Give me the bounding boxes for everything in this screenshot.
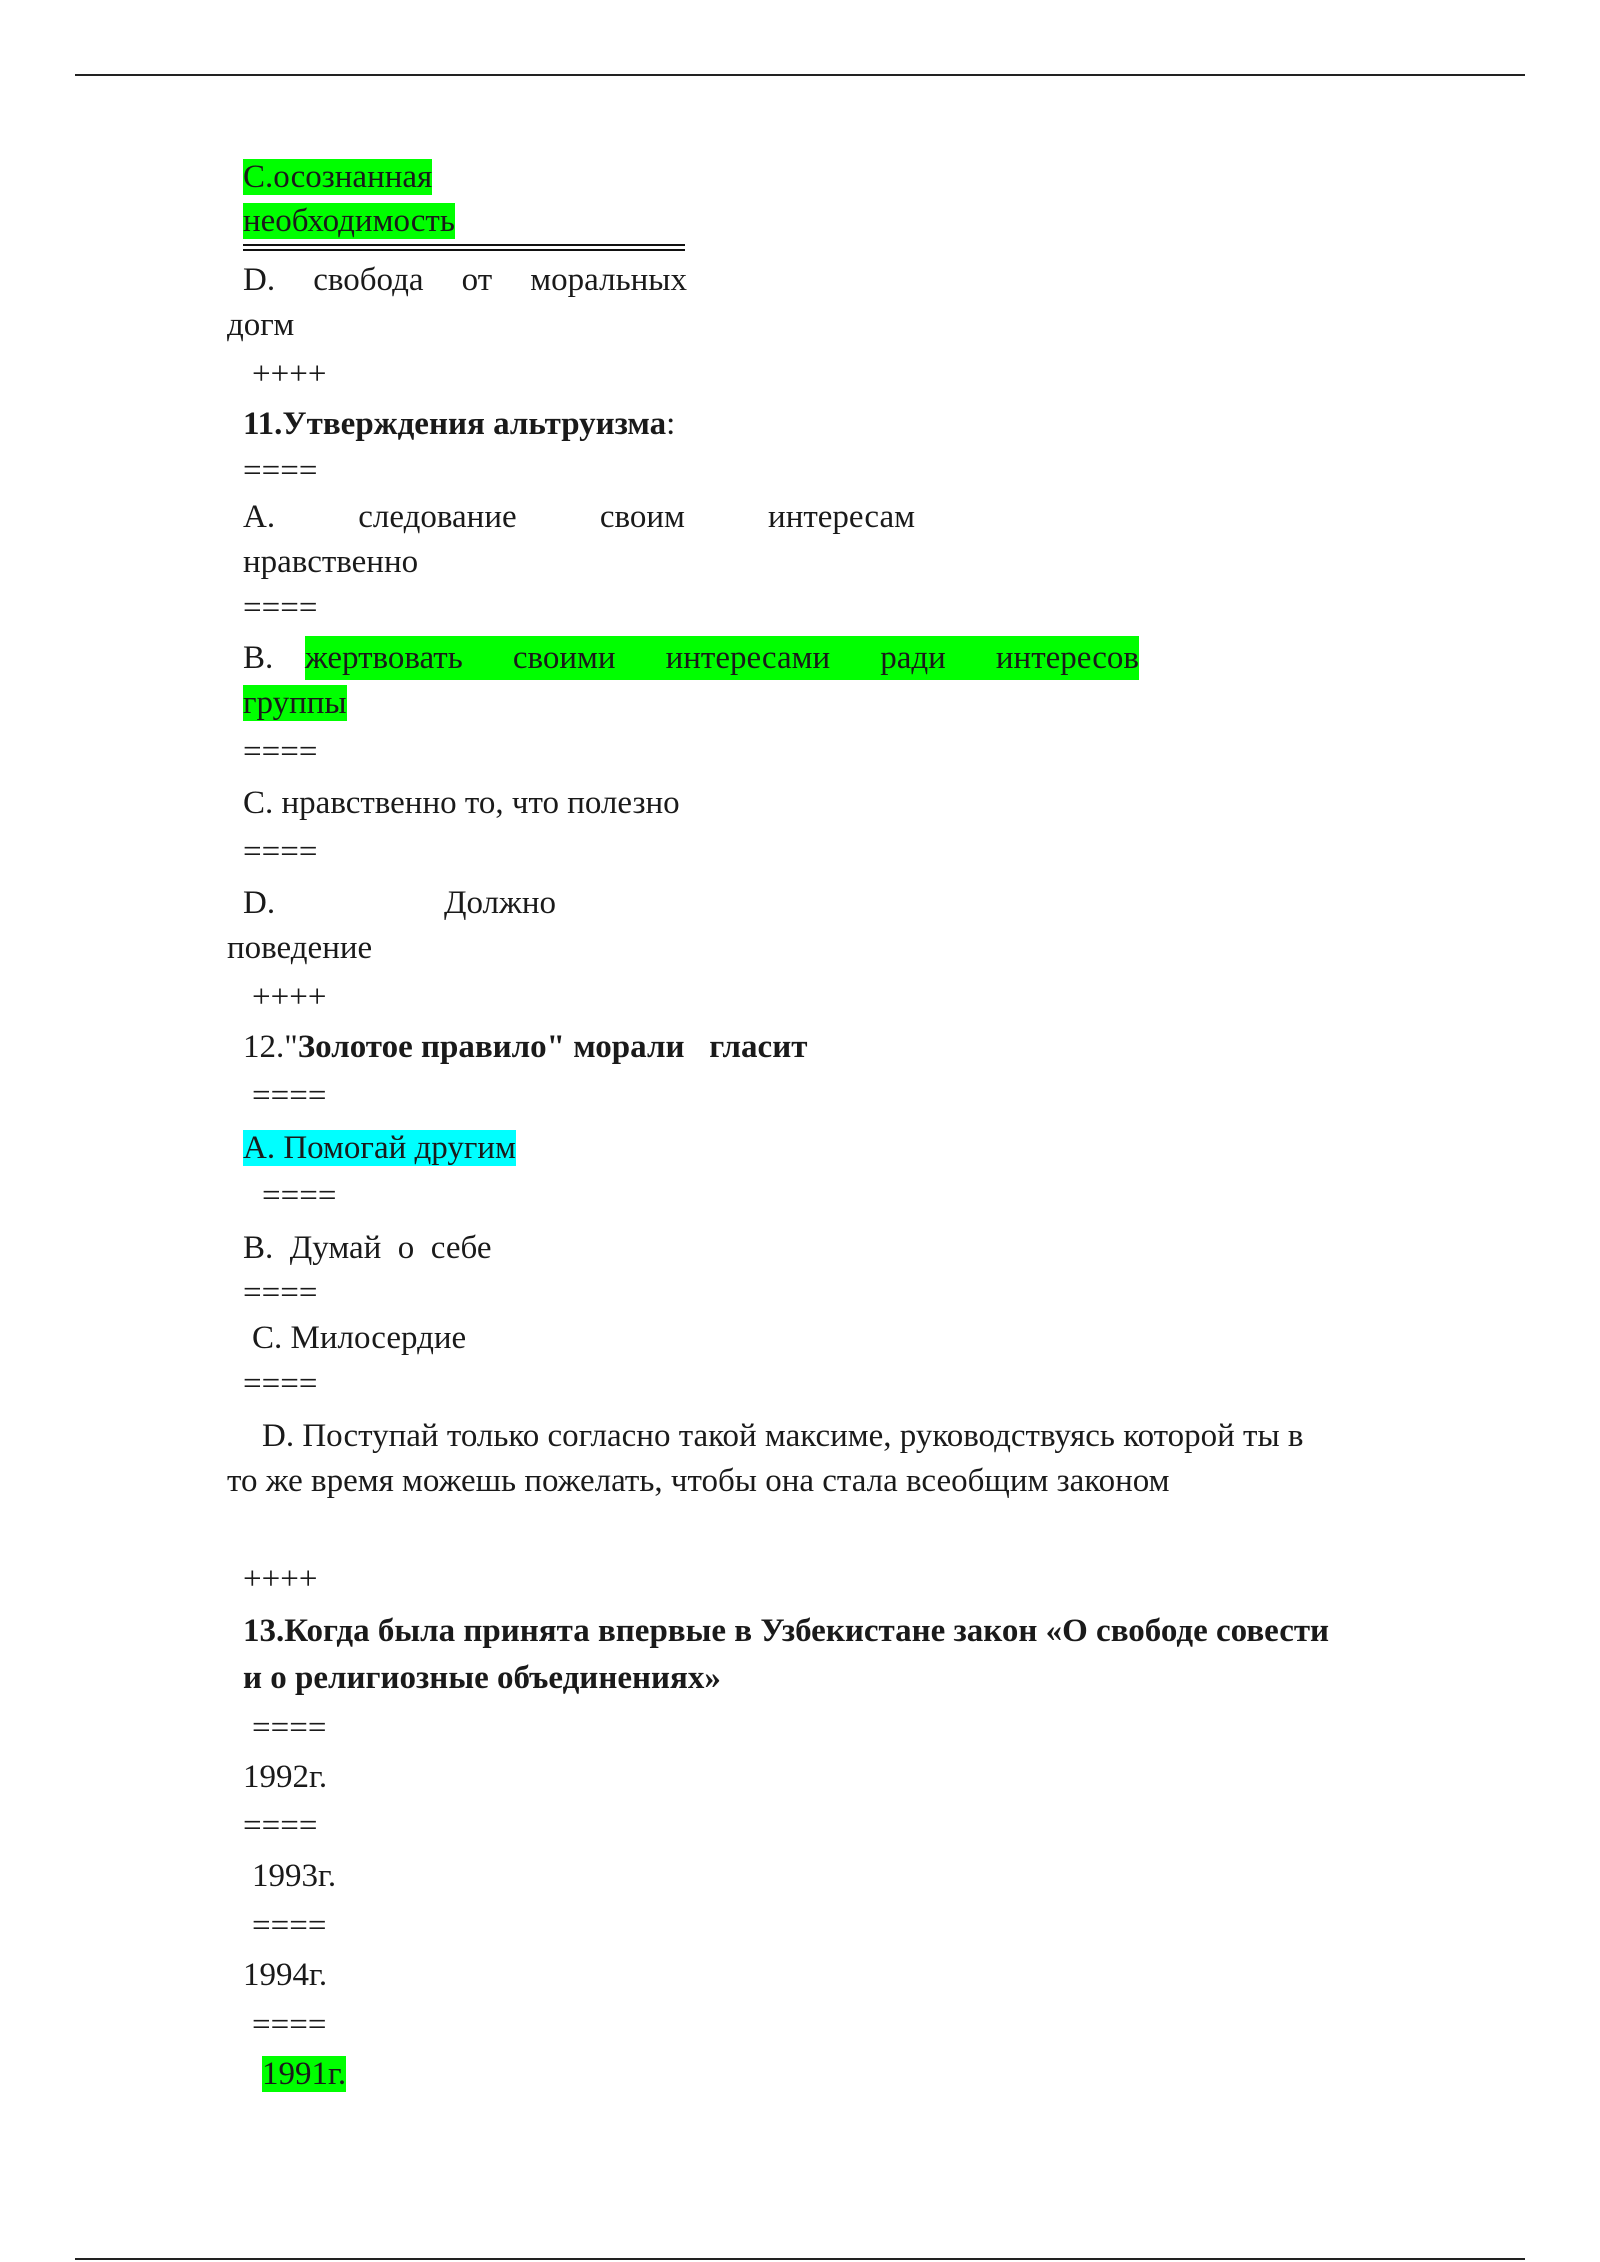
q12-option-a: A. Помогай другим bbox=[243, 1130, 516, 1166]
q12-option-b: B. Думай о себе bbox=[243, 1230, 492, 1266]
header-rule bbox=[75, 74, 1525, 76]
q10-option-c-line2: необходимость bbox=[243, 203, 455, 239]
q13-separator: ==== bbox=[252, 2007, 327, 2043]
q11-option-a-line1: A. следование своим интересам bbox=[243, 499, 915, 535]
q12-separator-end: ++++ bbox=[243, 1561, 318, 1597]
q10-separator-end: ++++ bbox=[252, 356, 327, 392]
q11-option-d-line2: поведение bbox=[227, 930, 373, 966]
q13-separator: ==== bbox=[243, 1808, 318, 1844]
q12-option-d-line2: то же время можешь пожелать, чтобы она стала всеобщим законом bbox=[227, 1463, 1170, 1499]
q11-option-b-line1: жертвовать своими интересами ради интересов bbox=[305, 636, 1139, 680]
q10-option-d-line1: D. свобода от моральных bbox=[243, 262, 687, 298]
q12-separator: ==== bbox=[243, 1366, 318, 1402]
q11-separator: ==== bbox=[243, 734, 318, 770]
q12-separator: ==== bbox=[243, 1275, 318, 1311]
q11-option-d-line1: D. Должно bbox=[243, 885, 556, 921]
q13-title-line1: 13.Когда была принята впервые в Узбекистане закон «О свободе совести bbox=[243, 1613, 1330, 1649]
q12-separator: ==== bbox=[252, 1078, 327, 1114]
q11-option-c: C. нравственно то, что полезно bbox=[243, 785, 680, 821]
q11-separator-end: ++++ bbox=[252, 979, 327, 1015]
q12-title: 12."Золотое правило" морали гласит bbox=[243, 1029, 808, 1065]
q11-title: 11.Утверждения альтруизма: bbox=[243, 406, 676, 442]
q11-separator: ==== bbox=[243, 834, 318, 870]
q11-separator: ==== bbox=[243, 590, 318, 626]
q11-option-b-line2: группы bbox=[243, 685, 347, 721]
q11-option-b-label: B. bbox=[243, 640, 274, 676]
q10-double-underline bbox=[243, 244, 685, 251]
q11-option-a-line2: нравственно bbox=[243, 544, 419, 580]
q13-option-d: 1991г. bbox=[262, 2056, 347, 2092]
q13-separator: ==== bbox=[252, 1908, 327, 1944]
footer-rule bbox=[75, 2258, 1525, 2260]
q12-option-c: C. Милосердие bbox=[252, 1320, 467, 1356]
q10-option-c-line1: C.осознанная bbox=[243, 159, 433, 195]
q10-option-d-line2: догм bbox=[227, 307, 295, 343]
q13-title-line2: и о религиозные объединениях» bbox=[243, 1660, 721, 1696]
q13-option-c: 1994г. bbox=[243, 1957, 328, 1993]
q13-option-a: 1992г. bbox=[243, 1759, 328, 1795]
q13-separator: ==== bbox=[252, 1710, 327, 1746]
q12-separator: ==== bbox=[262, 1178, 337, 1214]
q13-option-b: 1993г. bbox=[252, 1858, 337, 1894]
q12-option-d-line1: D. Поступай только согласно такой максиме, руководствуясь которой ты в bbox=[262, 1418, 1304, 1454]
q11-separator: ==== bbox=[243, 453, 318, 489]
